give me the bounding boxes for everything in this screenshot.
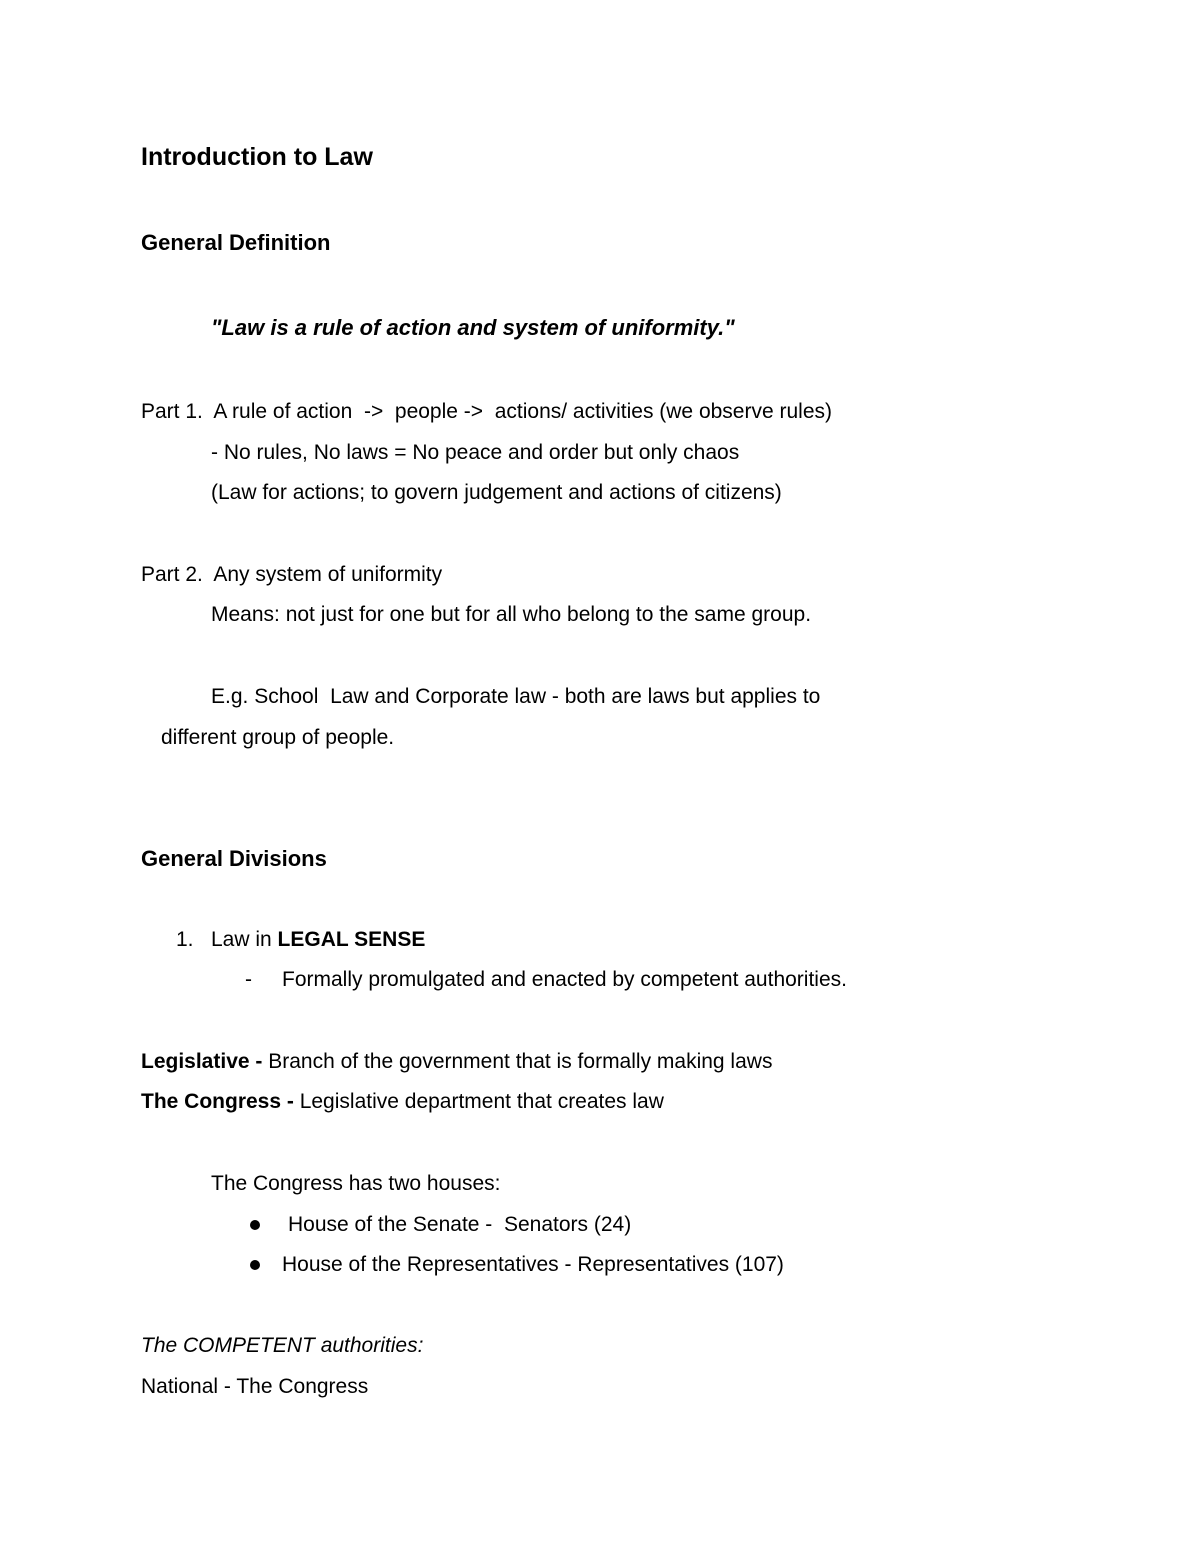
legal-sense-prefix: Law in	[211, 928, 278, 951]
bullet-icon	[250, 1260, 260, 1270]
legal-sense-description: Formally promulgated and enacted by competent authorities.	[282, 968, 847, 991]
part2-means: Means: not just for one but for all who belong to the same group.	[211, 603, 812, 626]
document-title: Introduction to Law	[141, 143, 373, 171]
sub-dash: -	[245, 968, 252, 991]
legislative-definition	[141, 1049, 772, 1075]
list-item-legal-sense	[211, 927, 425, 953]
national-authority: National - The Congress	[141, 1375, 369, 1398]
part2-line: Part 2. Any system of uniformity	[141, 563, 443, 586]
bullet-icon	[250, 1220, 260, 1230]
section-heading-divisions: General Divisions	[141, 846, 327, 871]
congress-term: The Congress -	[141, 1090, 300, 1113]
competent-authorities-heading: The COMPETENT authorities:	[141, 1334, 424, 1357]
part2-example-line2: different group of people.	[161, 726, 395, 749]
legislative-text: Branch of the government that is formally making laws	[268, 1050, 773, 1073]
list-number: 1.	[176, 928, 194, 951]
house-item-representatives: House of the Representatives - Representatives (107)	[282, 1253, 784, 1276]
legal-sense-bold: LEGAL SENSE	[277, 928, 426, 951]
part1-sub2: (Law for actions; to govern judgement and actions of citizens)	[211, 481, 782, 504]
houses-intro: The Congress has two houses:	[211, 1172, 501, 1195]
congress-definition	[141, 1089, 664, 1115]
definition-quote: "Law is a rule of action and system of uniformity."	[211, 315, 735, 340]
part1-line: Part 1. A rule of action -> people -> actions/ activities (we observe rules)	[141, 400, 833, 423]
house-item-senate: House of the Senate - Senators (24)	[288, 1213, 632, 1236]
part1-sub1: - No rules, No laws = No peace and order but only chaos	[211, 441, 740, 464]
part2-example-line1: E.g. School Law and Corporate law - both are laws but applies to	[211, 685, 821, 708]
legislative-term: Legislative -	[141, 1050, 269, 1073]
section-heading-definition: General Definition	[141, 230, 331, 255]
congress-text: Legislative department that creates law	[299, 1090, 664, 1113]
